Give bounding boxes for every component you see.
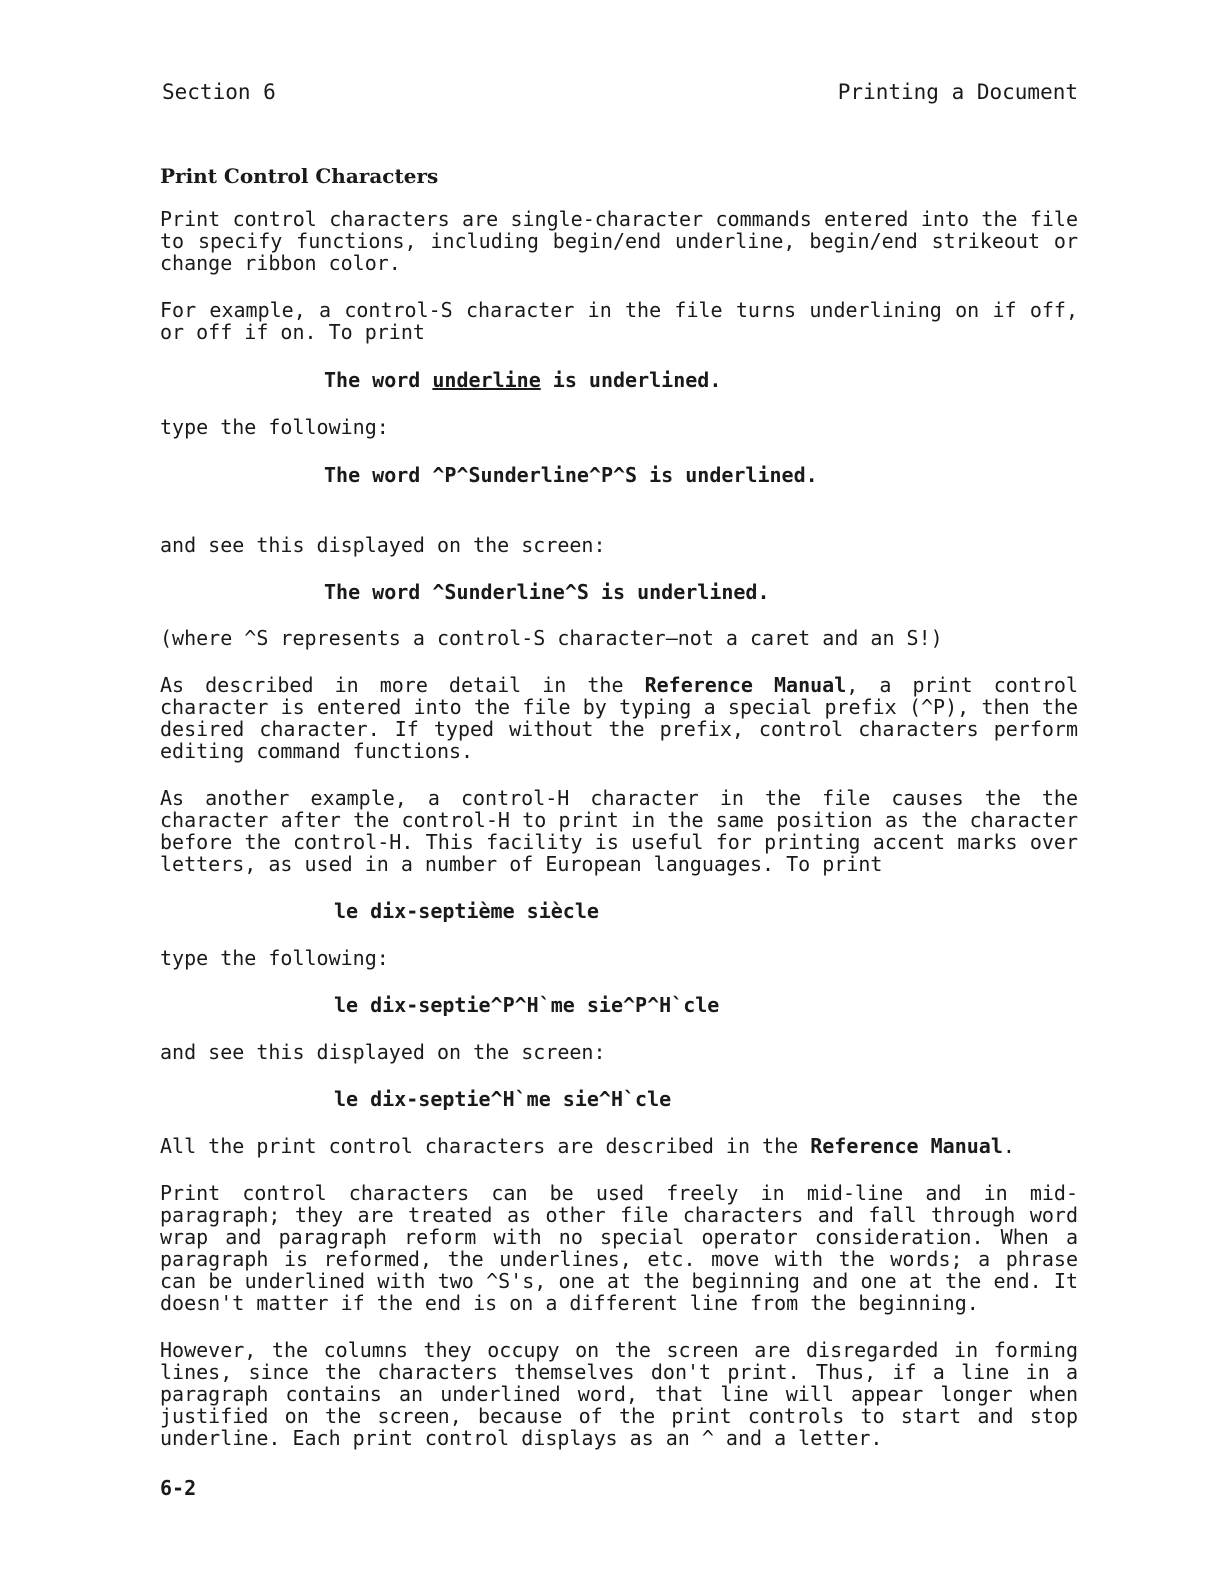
header-section: Section 6 [162, 80, 276, 104]
example-underlined-word: underline [432, 368, 541, 392]
paragraph-all-described [160, 1135, 1078, 1157]
example-accent-output: le dix-septième siècle [334, 899, 599, 923]
paragraph-intro: Print control characters are single-character commands entered into the file to specify functions, including begin/end underline, begin/end strikeout or change ribbon color. [160, 207, 1078, 275]
page-body [160, 80, 1078, 1449]
reference-manual-title: Reference Manual [644, 673, 847, 697]
header-chapter-title: Printing a Document [837, 80, 1078, 104]
example-text-after: is underlined. [540, 368, 722, 392]
see-displayed-label: and see this displayed on the screen: [160, 533, 606, 557]
p5-text-after: . [1002, 1134, 1015, 1158]
see-displayed-label-2: and see this displayed on the screen: [160, 1040, 606, 1064]
type-following-label-2: type the following: [160, 946, 389, 970]
example-typed-input: The word ^P^Sunderline^P^S is underlined. [324, 463, 818, 487]
paragraph-example-control-s: For example, a control-S character in the file turns underlining on if off, or off if on. To print [160, 298, 1078, 344]
page-number: 6-2 [160, 1476, 197, 1500]
caret-note: (where ^S represents a control-S character—not a caret and an S!) [160, 626, 943, 650]
paragraph-mid-line-usage: Print control characters can be used freely in mid-line and in mid-paragraph; they are treated as other file characters and fall through word wrap and paragraph reform with no special operator consideration. When a paragraph is reformed, the underlines, etc. move with the words; a phrase can be underlined with two ^S's, one at the beginning and one at the end. It doesn't matter if the end is on a different line from the beginning. [160, 1181, 1078, 1315]
p5-text-before: All the print control characters are described in the [160, 1134, 811, 1158]
example-accent-input: le dix-septie^P^H`me sie^P^H`cle [334, 993, 720, 1017]
example-screen-display: The word ^Sunderline^S is underlined. [324, 580, 770, 604]
running-header [160, 80, 1078, 108]
paragraph-control-h: As another example, a control-H character in the file causes the the character after the control-H to print in the same position as the character before the control-H. This facility is useful for printing accent marks over letters, as used in a number of European languages. To print [160, 786, 1078, 876]
p3-text-before: As described in more detail in the [160, 673, 645, 697]
type-following-label: type the following: [160, 415, 389, 439]
example-printed-output [160, 369, 1078, 391]
example-accent-screen: le dix-septie^H`me sie^H`cle [334, 1087, 672, 1111]
example-text-before: The word [324, 368, 433, 392]
section-heading: Print Control Characters [160, 164, 439, 188]
reference-manual-title-2: Reference Manual [810, 1134, 1003, 1158]
paragraph-columns-disregarded: However, the columns they occupy on the screen are disregarded in forming lines, since the characters themselves don't print. Thus, if a line in a paragraph contains an underlined word, that line will appear longer when justified on the screen, because of the print controls to start and stop underline. Each print control displays as an ^ and a letter. [160, 1338, 1078, 1450]
paragraph-reference-manual [160, 674, 1078, 762]
p3-text-after: , a print control character is entered into the file by typing a special prefix (^P), then the desired character. If typed without the prefix, control characters perform editing command functions. [160, 673, 1079, 763]
